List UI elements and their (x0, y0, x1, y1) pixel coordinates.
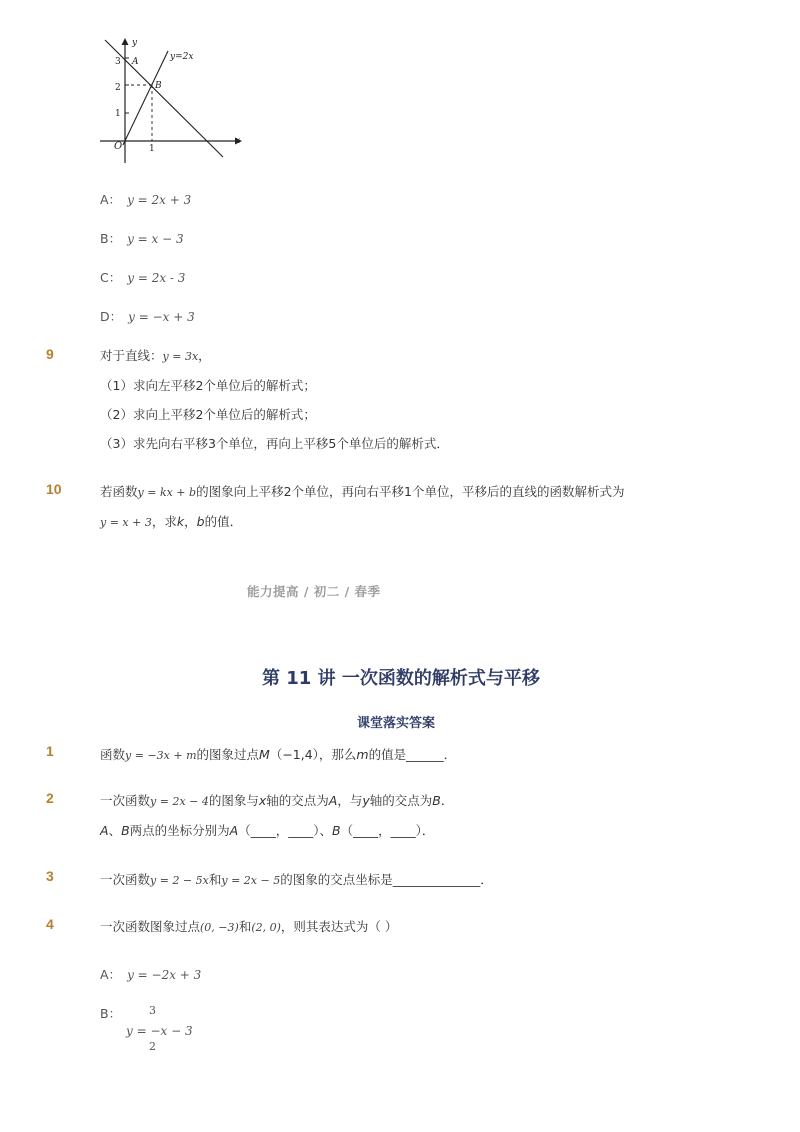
a1-text: 函数 (100, 747, 126, 762)
a3-expr: y = 2 − 5x (150, 874, 209, 887)
option-expr: y = −x + 3 (128, 310, 195, 324)
a1-text: 的值是______． (368, 747, 457, 762)
a3-text: 和 (208, 872, 222, 887)
a3-stem (100, 870, 493, 888)
option-label: B： (100, 231, 122, 246)
q10-line-1 (100, 482, 624, 500)
q9-stem (100, 346, 211, 364)
option-expr: y = 2x + 3 (127, 193, 192, 207)
graph-figure (95, 35, 255, 175)
option-label: A： (100, 192, 122, 207)
x-axis-label: x (235, 136, 241, 146)
question-number: 3 (46, 868, 54, 884)
a2-var: B (432, 793, 441, 808)
a2-text: 的图象与 (208, 793, 259, 808)
lesson-title: 第 11 讲 一次函数的解析式与平移 (262, 668, 540, 689)
q9-stem-text: 对于直线： (100, 348, 163, 363)
a2-var: B (332, 823, 341, 838)
a3-text: 一次函数 (100, 872, 151, 887)
a4-text: ，则其表达式为（ ） (280, 919, 398, 934)
a2-var: A (328, 793, 338, 808)
q10-text: ，求 (151, 514, 177, 529)
a4-text: 一次函数图象过点 (100, 919, 201, 934)
a2-text: 一次函数 (100, 793, 151, 808)
tick-y2: 2 (115, 83, 121, 93)
tick-y1: 1 (115, 109, 121, 119)
a2-expr: y = 2x − 4 (150, 795, 209, 808)
a4-point: (2, 0) (251, 921, 281, 934)
option-label: C： (100, 270, 122, 285)
point-a-label: A (132, 57, 139, 67)
question-number: 1 (46, 743, 54, 759)
a2-var: B (121, 823, 130, 838)
a2-text: 、 (108, 823, 122, 838)
a2-text: 轴的交点为 (266, 793, 329, 808)
a2-line-2 (100, 821, 434, 839)
question-number: 9 (46, 346, 54, 362)
tick-y3: 3 (115, 57, 121, 67)
q10-line-2 (100, 512, 242, 530)
a1-var: M (259, 747, 270, 762)
q9-part-2: （2）求向上平移2个单位后的解析式； (100, 407, 316, 422)
a2-var: x (258, 793, 267, 808)
option-label: D： (100, 309, 123, 324)
origin-label: O (114, 141, 123, 152)
a4-option-a[interactable] (100, 965, 201, 983)
point-b-label: B (155, 81, 162, 91)
a2-line-1 (100, 791, 453, 809)
a4-point: (0, −3) (200, 921, 239, 934)
a1-stem (100, 745, 456, 763)
a2-text: ，与 (337, 793, 363, 808)
question-number: 10 (46, 481, 62, 497)
option-expr: y = 2x - 3 (127, 271, 186, 285)
q9-stem-suffix: ， (198, 348, 211, 363)
line-label: y=2x (170, 52, 194, 62)
option-expr: y = x − 3 (127, 232, 184, 246)
a1-text: 的图象过点 (196, 747, 260, 762)
a4-option-b[interactable] (100, 1004, 121, 1022)
a4-stem (100, 917, 397, 935)
a2-text: （____，____）、 (238, 823, 332, 838)
question-number: 4 (46, 916, 54, 932)
q10-expr: y = x + 3 (100, 516, 152, 529)
a3-text: 的图象的交点坐标是______________． (280, 872, 493, 887)
a2-var: y (362, 793, 370, 808)
a2-var: A (100, 823, 109, 838)
q8-option-d[interactable] (100, 307, 195, 325)
q10-text: ， (184, 514, 197, 529)
y-axis-label: y (132, 38, 138, 48)
q10-expr: y = kx + b (137, 486, 197, 499)
q10-text: 的图象向上平移2个单位，再向右平移1个单位，平移后的直线的函数解析式为 (196, 484, 625, 499)
a2-var: A (229, 823, 239, 838)
q10-text: 若函数 (100, 484, 138, 499)
q10-text: 的值． (204, 514, 243, 529)
a2-text: 轴的交点为 (369, 793, 433, 808)
a2-text: ． (440, 793, 454, 808)
option-b-expr: y = −x − 3 (126, 1024, 193, 1038)
a2-text: 两点的坐标分别为 (129, 823, 230, 838)
a1-var: m (356, 747, 369, 762)
fraction-numerator: 3 (149, 1004, 156, 1017)
a3-expr: y = 2x − 5 (221, 874, 281, 887)
q8-option-b[interactable] (100, 229, 184, 247)
q8-option-a[interactable] (100, 190, 191, 208)
option-label: A： (100, 967, 122, 982)
section-title: 课堂落实答案 (357, 716, 436, 731)
a1-expr: y = −3x + m (125, 749, 197, 762)
q9-part-1: （1）求向左平移2个单位后的解析式； (100, 378, 316, 393)
q10-var: k (176, 514, 185, 529)
q8-option-c[interactable] (100, 268, 185, 286)
a4-text: 和 (238, 919, 252, 934)
fraction-denominator: 2 (149, 1040, 156, 1053)
q9-part-3: （3）求先向右平移3个单位，再向上平移5个单位后的解析式． (100, 436, 449, 451)
option-label: B： (100, 1006, 122, 1021)
option-expr: y = −2x + 3 (127, 968, 202, 982)
a2-text: （____，____）． (340, 823, 435, 838)
page-footer: 能力提高 / 初二 / 春季 (247, 584, 381, 599)
q9-stem-expr: y = 3x (162, 350, 199, 363)
q10-var: b (196, 514, 205, 529)
question-number: 2 (46, 790, 54, 806)
a1-text: （−1,4），那么 (269, 747, 357, 762)
tick-x1: 1 (149, 144, 155, 154)
